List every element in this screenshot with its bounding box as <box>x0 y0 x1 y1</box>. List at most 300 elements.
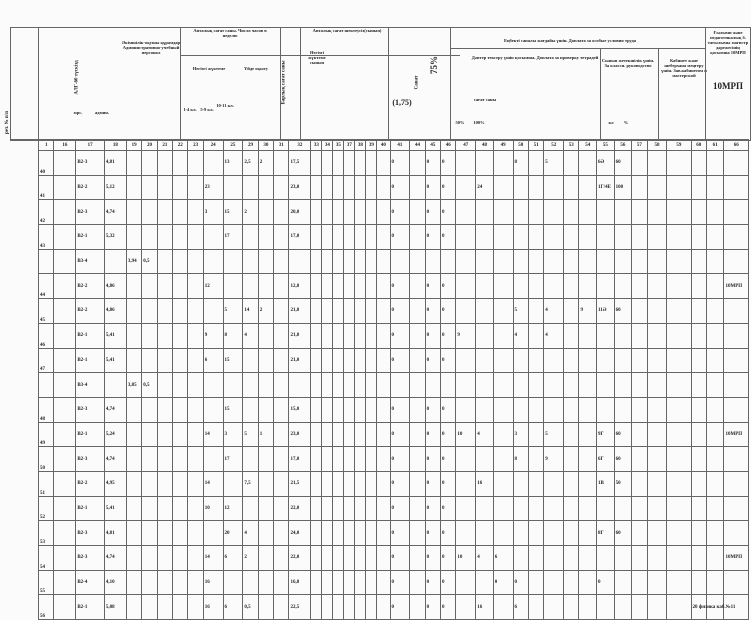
table-cell: 16,0 <box>289 570 311 595</box>
table-cell <box>243 225 258 250</box>
table-cell <box>410 496 425 521</box>
table-cell <box>614 348 632 373</box>
table-cell: 5,08 <box>104 595 126 620</box>
table-cell <box>647 274 667 299</box>
table-cell <box>333 521 344 546</box>
table-cell: 14 <box>203 422 223 447</box>
table-cell <box>691 471 706 496</box>
column-number: 25 <box>223 140 243 151</box>
table-cell: 5 <box>223 299 243 324</box>
table-cell <box>425 373 440 398</box>
column-number: 56 <box>614 140 632 151</box>
table-cell <box>597 225 615 250</box>
table-cell <box>632 496 647 521</box>
table-cell <box>579 323 597 348</box>
table-cell <box>311 299 322 324</box>
table-cell <box>579 348 597 373</box>
table-cell: 0 <box>425 496 440 521</box>
table-cell: 52 <box>39 496 54 521</box>
table-cell <box>691 200 706 225</box>
table-cell <box>355 373 366 398</box>
table-cell <box>647 225 667 250</box>
column-number: 38 <box>355 140 366 151</box>
table-cell <box>647 151 667 176</box>
table-cell: В2-1 <box>76 348 105 373</box>
table-cell <box>344 496 355 521</box>
table-cell <box>564 348 579 373</box>
table-cell <box>706 225 724 250</box>
table-cell: 0 <box>425 151 440 176</box>
table-cell: 4 <box>243 323 258 348</box>
pct-col-label: % <box>623 120 629 125</box>
table-cell <box>377 422 390 447</box>
table-cell: 9 <box>544 447 564 472</box>
table-cell <box>274 595 289 620</box>
table-cell <box>528 299 543 324</box>
table-cell <box>344 447 355 472</box>
table-cell: 5 <box>243 422 258 447</box>
table-cell <box>667 595 691 620</box>
home-study-label: Үйде оқыту <box>244 66 268 71</box>
table-cell: 21,5 <box>289 471 311 496</box>
table-cell <box>377 151 390 176</box>
table-cell <box>142 447 157 472</box>
table-cell <box>377 274 390 299</box>
table-cell: 3 <box>513 422 528 447</box>
data-table <box>38 139 749 620</box>
table-cell: 10МРП <box>724 422 749 447</box>
table-cell <box>614 274 632 299</box>
table-cell <box>544 175 564 200</box>
table-cell <box>614 225 632 250</box>
column-number: 55 <box>597 140 615 151</box>
table-cell: 0 <box>441 422 456 447</box>
table-cell: 0 <box>390 595 410 620</box>
table-cell <box>344 225 355 250</box>
table-cell <box>410 570 425 595</box>
table-cell <box>333 422 344 447</box>
table-cell <box>724 299 749 324</box>
table-cell: В2-1 <box>76 595 105 620</box>
table-cell <box>333 595 344 620</box>
table-cell <box>344 373 355 398</box>
table-cell: 4,74 <box>104 546 126 571</box>
table-cell <box>157 323 172 348</box>
table-cell <box>243 447 258 472</box>
table-cell <box>647 200 667 225</box>
table-cell <box>564 397 579 422</box>
table-cell: 0 <box>390 471 410 496</box>
table-cell <box>579 447 597 472</box>
table-cell <box>173 274 188 299</box>
table-cell <box>223 249 243 274</box>
table-cell <box>564 422 579 447</box>
table-cell <box>377 200 390 225</box>
table-cell <box>355 521 366 546</box>
column-number: 49 <box>493 140 513 151</box>
table-cell <box>142 546 157 571</box>
table-cell <box>579 595 597 620</box>
table-cell <box>333 225 344 250</box>
table-cell <box>456 397 476 422</box>
table-cell: 24,0 <box>289 521 311 546</box>
table-cell: 0 <box>390 570 410 595</box>
table-cell <box>579 151 597 176</box>
table-cell <box>564 521 579 546</box>
table-cell <box>647 496 667 521</box>
table-cell <box>173 570 188 595</box>
table-cell <box>513 225 528 250</box>
column-number: 52 <box>544 140 564 151</box>
table-cell <box>355 570 366 595</box>
table-cell <box>456 299 476 324</box>
table-cell <box>188 447 203 472</box>
table-cell <box>274 546 289 571</box>
table-cell <box>126 323 141 348</box>
table-cell <box>157 397 172 422</box>
column-number: 22 <box>173 140 188 151</box>
table-cell: 0 <box>390 397 410 422</box>
table-cell: 45 <box>39 299 54 324</box>
table-cell: В2-2 <box>76 471 105 496</box>
table-cell: 7,5 <box>243 471 258 496</box>
mrs-label: мрс. <box>73 110 83 115</box>
table-cell <box>493 397 513 422</box>
table-cell <box>173 151 188 176</box>
table-cell <box>322 348 333 373</box>
table-cell: 0 <box>425 397 440 422</box>
table-cell <box>274 299 289 324</box>
table-cell: 60 <box>614 422 632 447</box>
table-cell <box>493 299 513 324</box>
column-number: 47 <box>456 140 476 151</box>
table-cell <box>333 397 344 422</box>
extra-pay-label: Еңбекті сапалы жағдайы үшін. Доплата за особые условия труда <box>503 38 637 43</box>
table-cell <box>667 521 691 546</box>
column-number: 24 <box>203 140 223 151</box>
table-cell <box>667 249 691 274</box>
table-cell: 8Г <box>597 521 615 546</box>
table-cell <box>366 595 377 620</box>
table-cell <box>647 397 667 422</box>
table-cell <box>441 249 456 274</box>
table-cell <box>377 521 390 546</box>
table-cell <box>203 249 223 274</box>
table-cell <box>579 200 597 225</box>
column-number: 58 <box>647 140 667 151</box>
table-cell <box>632 471 647 496</box>
table-cell <box>691 249 706 274</box>
table-cell <box>544 200 564 225</box>
column-number: 60 <box>691 140 706 151</box>
column-number: 66 <box>724 140 749 151</box>
table-cell <box>258 274 273 299</box>
table-cell <box>188 546 203 571</box>
table-cell <box>691 521 706 546</box>
table-cell <box>597 373 615 398</box>
table-cell <box>377 225 390 250</box>
table-cell <box>311 225 322 250</box>
table-cell: 5,32 <box>104 225 126 250</box>
table-cell <box>597 546 615 571</box>
table-cell <box>54 200 76 225</box>
table-cell <box>456 175 476 200</box>
table-cell <box>366 274 377 299</box>
table-cell <box>157 274 172 299</box>
table-cell <box>344 397 355 422</box>
table-cell: 2 <box>258 299 273 324</box>
table-cell <box>410 299 425 324</box>
table-cell <box>188 373 203 398</box>
table-cell <box>322 546 333 571</box>
table-cell <box>544 595 564 620</box>
table-cell <box>188 471 203 496</box>
table-cell <box>157 447 172 472</box>
table-row <box>39 496 749 521</box>
total-hours-label: Барлық сағат саны <box>281 60 287 105</box>
table-cell <box>667 348 691 373</box>
table-cell <box>614 595 632 620</box>
table-cell: 41 <box>39 175 54 200</box>
table-cell: 5 <box>544 422 564 447</box>
row-number-label: рет. № п/п <box>5 110 11 135</box>
table-cell <box>366 373 377 398</box>
table-cell <box>647 249 667 274</box>
table-cell <box>188 151 203 176</box>
table-cell <box>54 471 76 496</box>
column-number: 45 <box>425 140 440 151</box>
table-cell <box>258 200 273 225</box>
table-cell <box>274 175 289 200</box>
table-cell: 8 <box>513 447 528 472</box>
table-cell: 20 <box>223 521 243 546</box>
table-cell: 0 <box>390 546 410 571</box>
table-cell <box>632 546 647 571</box>
table-cell: 8 <box>223 323 243 348</box>
table-cell: В2-2 <box>76 175 105 200</box>
table-cell <box>142 200 157 225</box>
table-cell: 14 <box>203 546 223 571</box>
table-cell <box>142 471 157 496</box>
table-cell: 22,0 <box>289 496 311 521</box>
table-cell <box>564 323 579 348</box>
table-cell <box>322 471 333 496</box>
table-cell <box>597 249 615 274</box>
column-number: 48 <box>476 140 494 151</box>
table-cell <box>274 151 289 176</box>
table-cell: 23,0 <box>289 175 311 200</box>
table-cell: В2-1 <box>76 323 105 348</box>
table-cell <box>157 422 172 447</box>
table-row <box>39 225 749 250</box>
table-cell <box>441 373 456 398</box>
table-cell: 12,0 <box>289 274 311 299</box>
table-cell <box>188 299 203 324</box>
table-cell: 6Ә <box>597 151 615 176</box>
table-cell <box>667 274 691 299</box>
table-cell: 15 <box>223 397 243 422</box>
table-cell <box>528 496 543 521</box>
table-row <box>39 348 749 373</box>
table-cell <box>126 151 141 176</box>
table-cell <box>173 397 188 422</box>
table-cell <box>173 422 188 447</box>
table-row <box>39 151 749 176</box>
table-cell <box>289 373 311 398</box>
table-cell: 2 <box>243 546 258 571</box>
table-cell: 44 <box>39 274 54 299</box>
table-cell <box>476 151 494 176</box>
table-cell <box>157 521 172 546</box>
column-number: 31 <box>274 140 289 151</box>
table-body <box>39 140 749 620</box>
table-cell <box>54 422 76 447</box>
table-cell <box>274 249 289 274</box>
column-number: 40 <box>377 140 390 151</box>
table-cell <box>333 274 344 299</box>
table-cell: 9 <box>203 323 223 348</box>
table-cell <box>243 274 258 299</box>
table-cell <box>724 471 749 496</box>
column-number: 32 <box>289 140 311 151</box>
table-cell <box>142 496 157 521</box>
table-cell <box>258 471 273 496</box>
table-cell <box>667 299 691 324</box>
table-cell <box>142 274 157 299</box>
table-cell <box>126 225 141 250</box>
table-cell <box>333 546 344 571</box>
table-cell <box>706 299 724 324</box>
table-cell <box>667 200 691 225</box>
column-number: 1 <box>39 140 54 151</box>
table-cell: 15,0 <box>289 397 311 422</box>
table-cell <box>706 570 724 595</box>
table-cell <box>188 249 203 274</box>
table-cell <box>142 175 157 200</box>
column-number: 50 <box>513 140 528 151</box>
table-cell <box>579 249 597 274</box>
table-cell: В2-1 <box>76 422 105 447</box>
column-number: 20 <box>142 140 157 151</box>
table-cell: В3-4 <box>76 249 105 274</box>
table-cell: 0 <box>390 175 410 200</box>
table-cell <box>647 175 667 200</box>
table-cell <box>691 397 706 422</box>
table-cell <box>456 151 476 176</box>
table-cell <box>667 546 691 571</box>
table-cell <box>528 274 543 299</box>
table-cell <box>597 496 615 521</box>
table-cell: 1 <box>258 422 273 447</box>
table-cell <box>476 496 494 521</box>
table-cell <box>311 348 322 373</box>
table-cell <box>691 546 706 571</box>
table-cell: 21,0 <box>289 348 311 373</box>
table-cell: 0 <box>441 200 456 225</box>
table-cell <box>142 521 157 546</box>
table-cell <box>333 175 344 200</box>
column-number: 51 <box>528 140 543 151</box>
table-row <box>39 373 749 398</box>
table-row <box>39 200 749 225</box>
table-cell <box>355 249 366 274</box>
table-cell <box>366 521 377 546</box>
table-cell <box>188 348 203 373</box>
table-cell: 8 <box>513 151 528 176</box>
table-cell <box>528 249 543 274</box>
table-cell <box>528 422 543 447</box>
table-cell <box>203 225 223 250</box>
table-cell <box>258 570 273 595</box>
table-cell: 1В <box>597 471 615 496</box>
grade-5-9-label: 5-9 кл. <box>200 107 214 112</box>
table-cell <box>528 200 543 225</box>
table-cell <box>311 471 322 496</box>
table-cell: 0 <box>441 151 456 176</box>
table-row <box>39 521 749 546</box>
table-cell: 60 <box>614 447 632 472</box>
table-cell <box>311 546 322 571</box>
table-cell <box>632 323 647 348</box>
table-cell <box>456 200 476 225</box>
table-cell: 4 <box>544 299 564 324</box>
table-cell <box>632 175 647 200</box>
table-cell: 49 <box>39 422 54 447</box>
table-cell <box>203 447 223 472</box>
table-cell: 5,41 <box>104 496 126 521</box>
column-number: 46 <box>441 140 456 151</box>
table-cell: 50 <box>614 471 632 496</box>
table-cell: 3 <box>223 422 243 447</box>
table-cell <box>243 249 258 274</box>
table-cell <box>667 225 691 250</box>
table-cell: 5 <box>513 299 528 324</box>
table-cell: 21,0 <box>289 299 311 324</box>
table-cell <box>333 471 344 496</box>
table-cell <box>493 447 513 472</box>
table-cell <box>632 274 647 299</box>
table-cell <box>322 422 333 447</box>
table-cell: 0,5 <box>142 373 157 398</box>
table-cell <box>493 422 513 447</box>
table-cell <box>493 471 513 496</box>
table-cell <box>724 570 749 595</box>
table-cell <box>377 397 390 422</box>
table-cell <box>126 175 141 200</box>
column-number: 61 <box>706 140 724 151</box>
column-number: 16 <box>54 140 76 151</box>
table-cell <box>493 496 513 521</box>
table-cell <box>513 496 528 521</box>
table-cell <box>311 496 322 521</box>
table-cell <box>333 496 344 521</box>
table-cell <box>410 274 425 299</box>
table-cell: 0 <box>390 496 410 521</box>
table-cell <box>344 249 355 274</box>
table-row <box>39 546 749 571</box>
table-cell <box>724 225 749 250</box>
table-cell <box>647 447 667 472</box>
table-cell <box>126 570 141 595</box>
table-cell <box>333 323 344 348</box>
table-cell <box>258 175 273 200</box>
table-cell <box>311 249 322 274</box>
table-cell <box>410 348 425 373</box>
table-cell <box>647 570 667 595</box>
table-cell <box>377 570 390 595</box>
table-cell: 4,86 <box>104 299 126 324</box>
table-cell: 0 <box>597 570 615 595</box>
